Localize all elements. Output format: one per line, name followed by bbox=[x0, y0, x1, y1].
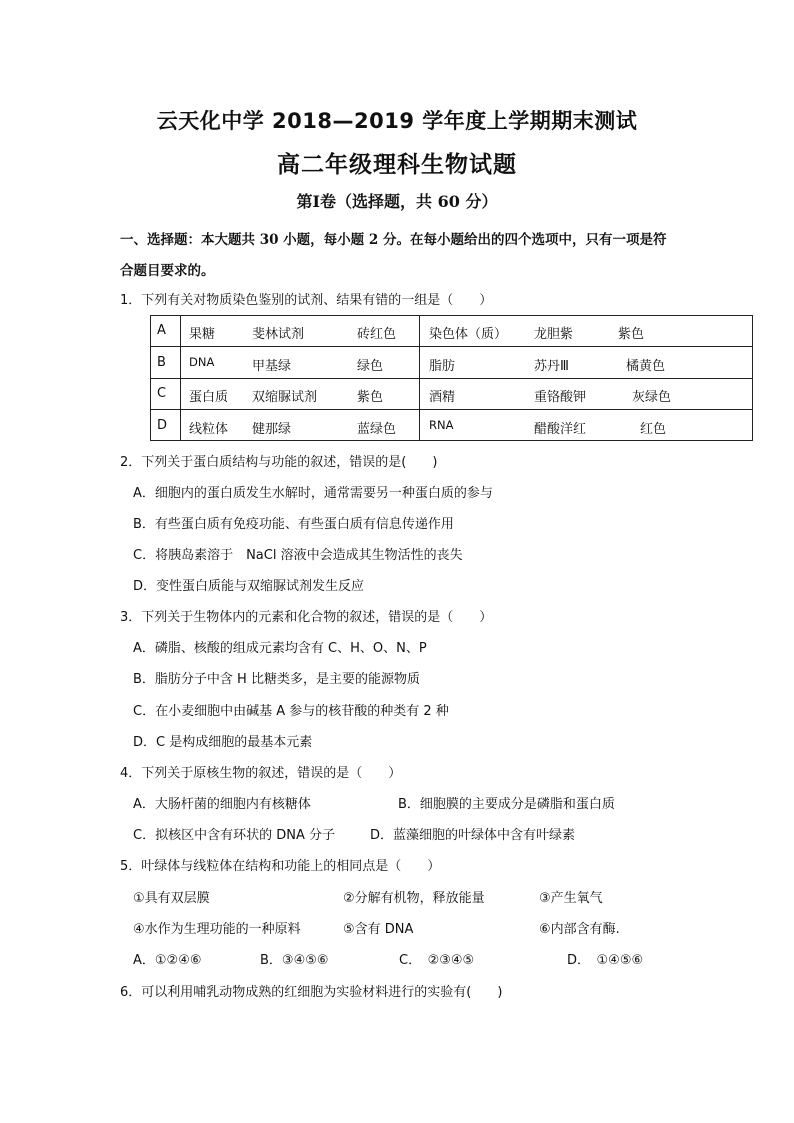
question-4-option-a: A．大肠杆菌的细胞内有核糖体 bbox=[133, 797, 311, 812]
question-2-stem: 2．下列关于蛋白质结构与功能的叙述，错误的是( ) bbox=[120, 455, 438, 470]
table-rule bbox=[150, 378, 753, 379]
question-5-item-2: ②分解有机物，释放能量 bbox=[343, 891, 485, 906]
reagent-cell: 苏丹Ⅲ bbox=[534, 359, 569, 374]
color-cell: 蓝绿色 bbox=[357, 422, 397, 437]
table-rule bbox=[150, 409, 753, 410]
table-rule bbox=[419, 315, 420, 441]
substance-cell: DNA bbox=[189, 355, 215, 369]
question-2-option-b: B．有些蛋白质有免疫功能、有些蛋白质有信息传递作用 bbox=[133, 517, 454, 532]
question-3-stem: 3．下列关于生物体内的元素和化合物的叙述，错误的是（ ） bbox=[120, 610, 493, 625]
reagent-cell: 健那绿 bbox=[252, 422, 292, 437]
substance-cell: 染色体（质） bbox=[429, 327, 508, 342]
reagent-cell: 斐林试剂 bbox=[252, 327, 305, 342]
substance-cell: 酒精 bbox=[429, 390, 456, 405]
row-letter: C bbox=[157, 386, 167, 401]
question-5-option-d: D． ①④⑤⑥ bbox=[567, 953, 644, 968]
question-5-item-3: ③产生氧气 bbox=[539, 891, 603, 906]
question-5-item-1: ①具有双层膜 bbox=[133, 891, 210, 906]
question-3-option-a: A．磷脂、核酸的组成元素均含有 C、H、O、N、P bbox=[133, 641, 427, 656]
question-2-option-c: C．将胰岛素溶于 NaCl 溶液中会造成其生物活性的丧失 bbox=[133, 548, 463, 563]
question-3-option-d: D．C 是构成细胞的最基本元素 bbox=[133, 735, 313, 750]
color-cell: 绿色 bbox=[357, 359, 384, 374]
substance-cell: 脂肪 bbox=[429, 359, 456, 374]
question-5-option-b: B．③④⑤⑥ bbox=[260, 953, 329, 968]
color-cell: 紫色 bbox=[618, 327, 645, 342]
question-4-option-b: B．细胞膜的主要成分是磷脂和蛋白质 bbox=[398, 797, 615, 812]
reagent-cell: 双缩脲试剂 bbox=[252, 390, 318, 405]
color-cell: 灰绿色 bbox=[632, 390, 672, 405]
question-4-stem: 4．下列关于原核生物的叙述，错误的是（ ） bbox=[120, 766, 402, 781]
question-5-item-6: ⑥内部含有酶. bbox=[539, 922, 620, 937]
question-2-option-a: A．细胞内的蛋白质发生水解时，通常需要另一种蛋白质的参与 bbox=[133, 486, 493, 501]
table-rule bbox=[150, 346, 753, 347]
question-5-option-a: A．①②④⑥ bbox=[133, 953, 202, 968]
row-letter: B bbox=[157, 355, 166, 370]
question-3-option-b: B．脂肪分子中含 H 比糖类多，是主要的能源物质 bbox=[133, 672, 420, 687]
question-2-option-d: D．变性蛋白质能与双缩脲试剂发生反应 bbox=[133, 579, 365, 594]
question-5-option-c: C． ②③④⑤ bbox=[399, 953, 475, 968]
substance-cell: 线粒体 bbox=[189, 422, 229, 437]
section-instructions bbox=[120, 225, 720, 287]
color-cell: 橘黄色 bbox=[626, 359, 666, 374]
section-line-1: 一、选择题：本大题共 30 小题，每小题 2 分。在每小题给出的四个选项中，只有一项是符 bbox=[120, 232, 667, 248]
question-5-item-4: ④水作为生理功能的一种原料 bbox=[133, 922, 301, 937]
row-letter: D bbox=[157, 418, 168, 433]
table-rule bbox=[180, 315, 181, 441]
question-4-option-c: C．拟核区中含有环状的 DNA 分子 bbox=[133, 828, 335, 843]
reagent-cell: 重铬酸钾 bbox=[534, 390, 587, 405]
exam-subtitle: 高二年级理科生物试题 bbox=[277, 151, 517, 178]
row-letter: A bbox=[157, 323, 166, 338]
substance-cell: 蛋白质 bbox=[189, 390, 229, 405]
question-5-stem: 5．叶绿体与线粒体在结构和功能上的相同点是（ ） bbox=[120, 859, 441, 874]
substance-cell: RNA bbox=[429, 418, 454, 432]
question-1-stem: 1．下列有关对物质染色鉴别的试剂、结果有错的一组是（ ） bbox=[120, 293, 493, 308]
substance-cell: 果糖 bbox=[189, 327, 216, 342]
question-3-option-c: C．在小麦细胞中由碱基 A 参与的核苷酸的种类有 2 种 bbox=[133, 704, 449, 719]
part-heading: 第Ⅰ卷（选择题，共 60 分） bbox=[296, 192, 498, 211]
reagent-cell: 醋酸洋红 bbox=[534, 422, 587, 437]
question-5-item-5: ⑤含有 DNA bbox=[343, 922, 414, 937]
color-cell: 砖红色 bbox=[357, 327, 397, 342]
exam-title: 云天化中学 2018—2019 学年度上学期期末测试 bbox=[156, 109, 638, 133]
section-line-2: 合题目要求的。 bbox=[120, 263, 215, 279]
question-6-stem: 6．可以利用哺乳动物成熟的红细胞为实验材料进行的实验有( ) bbox=[120, 985, 503, 1000]
reagent-cell: 龙胆紫 bbox=[534, 327, 574, 342]
reagent-cell: 甲基绿 bbox=[252, 359, 292, 374]
question-4-option-d: D．蓝藻细胞的叶绿体中含有叶绿素 bbox=[370, 828, 576, 843]
color-cell: 紫色 bbox=[357, 390, 384, 405]
color-cell: 红色 bbox=[640, 422, 667, 437]
